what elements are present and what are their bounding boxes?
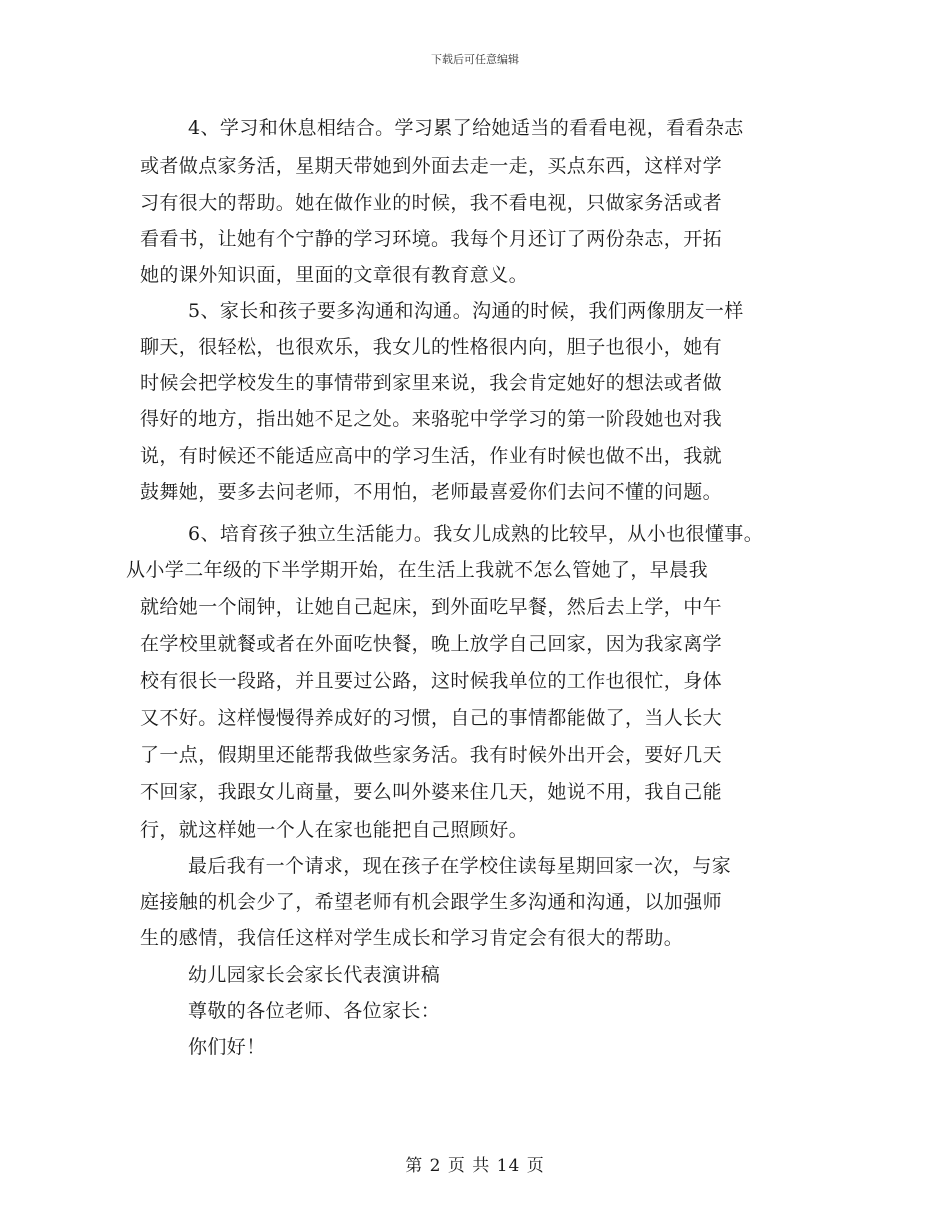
text-line: 鼓舞她，要多去问老师，不用怕，老师最喜爱你们去问不懂的问题。 bbox=[140, 481, 723, 503]
text-line: 或者做点家务活，星期天带她到外面去走一走，买点东西，这样对学 bbox=[140, 155, 723, 177]
greeting: 你们好！ bbox=[188, 1036, 266, 1058]
text-line: 5、家长和孩子要多沟通和沟通。沟通的时候，我们两像朋友一样 bbox=[188, 300, 744, 322]
text-line: 生的感情，我信任这样对学生成长和学习肯定会有很大的帮助。 bbox=[140, 927, 684, 949]
text-line: 从小学二年级的下半学期开始，在生活上我就不怎么管她了，早晨我 bbox=[126, 559, 709, 581]
text-line: 不回家，我跟女儿商量，要么叫外婆来住几天，她说不用，我自己能 bbox=[140, 781, 723, 803]
text-line: 看看书，让她有个宁静的学习环境。我每个月还订了两份杂志，开拓 bbox=[140, 228, 723, 250]
text-line: 她的课外知识面，里面的文章很有教育意义。 bbox=[140, 264, 529, 286]
text-line: 时候会把学校发生的事情带到家里来说，我会肯定她好的想法或者做 bbox=[140, 372, 723, 394]
text-line: 聊天，很轻松，也很欢乐，我女儿的性格很内向，胆子也很小，她有 bbox=[140, 336, 723, 358]
text-line: 习有很大的帮助。她在做作业的时候，我不看电视，只做家务活或者 bbox=[140, 192, 723, 214]
page-header: 下载后可任意编辑 bbox=[431, 53, 519, 66]
text-line: 校有很长一段路，并且要过公路，这时候我单位的工作也很忙，身体 bbox=[140, 670, 723, 692]
text-line: 行，就这样她一个人在家也能把自己照顾好。 bbox=[140, 819, 529, 841]
text-line: 说，有时候还不能适应高中的学习生活，作业有时候也做不出，我就 bbox=[140, 445, 723, 467]
text-line: 庭接触的机会少了，希望老师有机会跟学生多沟通和沟通，以加强师 bbox=[140, 891, 723, 913]
page-number: 第 2 页 共 14 页 bbox=[405, 1156, 545, 1176]
text-line: 4、学习和休息相结合。学习累了给她适当的看看电视，看看杂志 bbox=[188, 117, 744, 139]
salutation: 尊敬的各位老师、各位家长： bbox=[188, 1000, 441, 1022]
document-title: 幼儿园家长会家长代表演讲稿 bbox=[188, 964, 441, 986]
text-line: 又不好。这样慢慢得养成好的习惯，自己的事情都能做了，当人长大 bbox=[140, 707, 723, 729]
text-line: 6、培育孩子独立生活能力。我女儿成熟的比较早，从小也很懂事。 bbox=[188, 523, 764, 545]
text-line: 最后我有一个请求，现在孩子在学校住读每星期回家一次，与家 bbox=[188, 855, 732, 877]
text-line: 就给她一个闹钟，让她自己起床，到外面吃早餐，然后去上学，中午 bbox=[140, 596, 723, 618]
text-line: 在学校里就餐或者在外面吃快餐，晚上放学自己回家，因为我家离学 bbox=[140, 633, 723, 655]
text-line: 了一点，假期里还能帮我做些家务活。我有时候外出开会，要好几天 bbox=[140, 744, 723, 766]
text-line: 得好的地方，指出她不足之处。来骆驼中学学习的第一阶段她也对我 bbox=[140, 408, 723, 430]
